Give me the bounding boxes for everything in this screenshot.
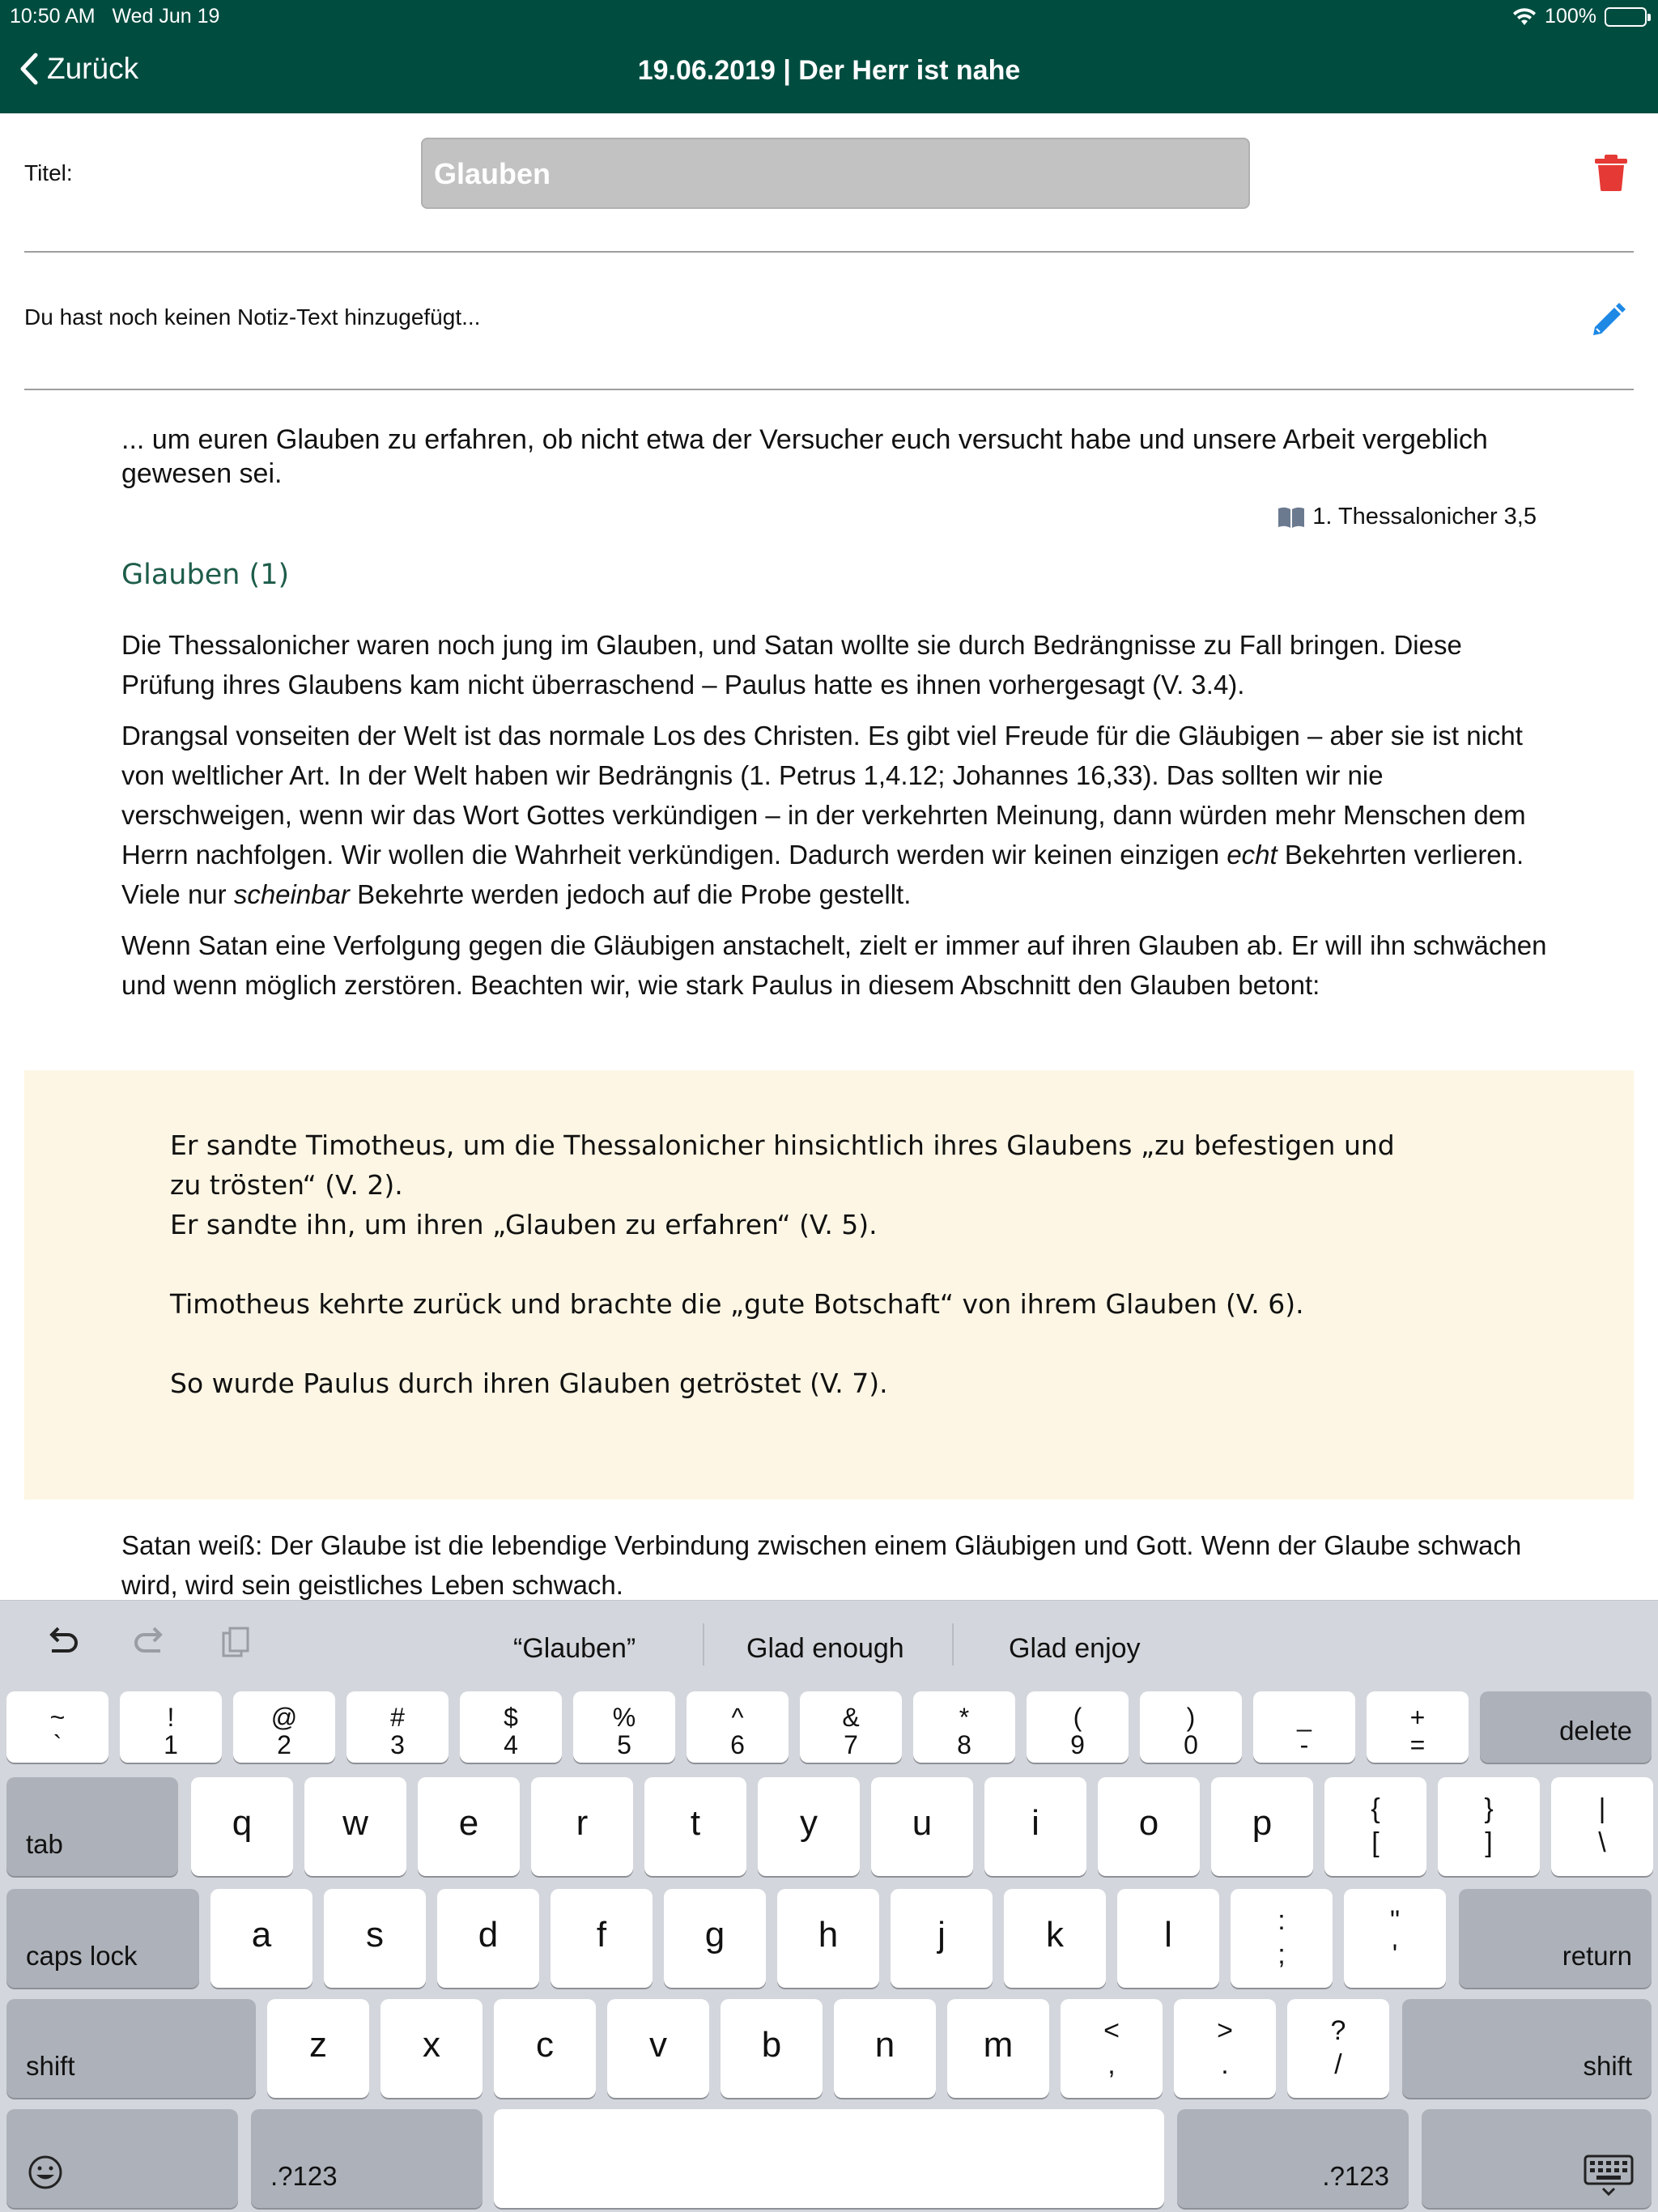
key-m[interactable]: m (947, 1999, 1049, 2098)
numbers-left-key[interactable]: .?123 (251, 2109, 483, 2208)
battery-icon (1605, 7, 1647, 27)
reference-label: 1. Thessalonicher 3,5 (1312, 504, 1537, 530)
back-label: Zurück (47, 52, 139, 85)
page-title: 19.06.2019 | Der Herr ist nahe (637, 55, 1021, 86)
paragraph: Die Thessalonicher waren noch jung im Glauben, und Satan wollte sie durch Bedrängnisse zu Fall bringen. Diese Prüfung ihres Glaubens kam nicht überraschend – Paulus hatte es ihnen vorhergesagt (V. 3.4). (121, 630, 1462, 700)
emoji-key[interactable] (6, 2109, 238, 2208)
status-bar (0, 0, 1658, 32)
key-0[interactable]: ~ ` (6, 1691, 108, 1763)
key-u[interactable]: u (871, 1777, 973, 1876)
redo-icon[interactable] (130, 1623, 170, 1664)
key-i[interactable]: i (984, 1777, 1086, 1876)
box-item: Er sandte ihn, um ihren „Glauben zu erfahren“ (V. 5). (170, 1209, 878, 1240)
divider (24, 389, 1634, 390)
suggestion-2[interactable]: Glad enough (746, 1633, 904, 1664)
key-o[interactable]: o (1098, 1777, 1200, 1876)
verse-reference[interactable] (1277, 504, 1537, 530)
key-1[interactable]: ! 1 (120, 1691, 222, 1763)
key-sym-q-0[interactable]: { [ (1324, 1777, 1426, 1876)
key-sym-a-1[interactable]: " ' (1344, 1889, 1446, 1988)
key-w[interactable]: w (304, 1777, 406, 1876)
key-c[interactable]: c (494, 1999, 596, 2098)
suggestion-bar (0, 1601, 1658, 1683)
shift-right-key[interactable]: shift (1402, 1999, 1652, 2098)
key-sym-q-1[interactable]: } ] (1438, 1777, 1540, 1876)
key-d[interactable]: d (437, 1889, 539, 1988)
paragraph: Satan weiß: Der Glaube ist die lebendige Verbindung zwischen einem Gläubigen und Gott. Wenn der Glaube schwach wird, wird sein geistliches Leben schwach. (121, 1530, 1522, 1600)
key-n[interactable]: n (834, 1999, 936, 2098)
delete-key[interactable]: delete (1480, 1691, 1652, 1763)
book-icon (1277, 506, 1306, 529)
key-8[interactable]: * 8 (913, 1691, 1015, 1763)
key-h[interactable]: h (777, 1889, 879, 1988)
return-key[interactable]: return (1459, 1889, 1652, 1988)
emphasis: scheinbar (233, 879, 350, 909)
suggestion-1[interactable]: “Glauben” (513, 1633, 636, 1664)
key-10[interactable]: ) 0 (1140, 1691, 1242, 1763)
key-6[interactable]: ^ 6 (687, 1691, 789, 1763)
key-r[interactable]: r (531, 1777, 633, 1876)
key-b[interactable]: b (721, 1999, 823, 2098)
tab-key[interactable]: tab (6, 1777, 178, 1876)
caps-lock-key[interactable]: caps lock (6, 1889, 199, 1988)
keyboard-dismiss-key[interactable] (1422, 2109, 1652, 2208)
numbers-right-key[interactable]: .?123 (1177, 2109, 1409, 2208)
key-sym-z-2[interactable]: ? / (1287, 1999, 1389, 2098)
box-item: Er sandte Timotheus, um die Thessalonicher hinsichtlich ihres Glaubens „zu befestigen und zu trösten“ (V. 2). (170, 1129, 1395, 1201)
key-j[interactable]: j (891, 1889, 993, 1988)
key-sym-q-2[interactable]: | \ (1551, 1777, 1653, 1876)
highlight-box (24, 1070, 1634, 1499)
note-text-placeholder[interactable]: Du hast noch keinen Notiz-Text hinzugefügt... (24, 304, 481, 330)
key-5[interactable]: % 5 (573, 1691, 675, 1763)
key-12[interactable]: + = (1367, 1691, 1469, 1763)
key-3[interactable]: # 3 (346, 1691, 449, 1763)
space-key[interactable] (494, 2109, 1164, 2208)
shift-left-key[interactable]: shift (6, 1999, 256, 2098)
title-input[interactable]: Glauben (421, 138, 1250, 209)
status-date: Wed Jun 19 (112, 5, 220, 28)
devotion-heading: Glauben (1) (121, 559, 290, 591)
key-2[interactable]: @ 2 (233, 1691, 335, 1763)
paragraph: Drangsal vonseiten der Welt ist das normale Los des Christen. Es gibt viel Freude für die Gläubigen – aber sie ist nicht von weltlicher Art. In der Welt haben wir Bedrängnis (1. Petrus 1,4.12; Johannes 16,33). Das sollten wir nie verschweigen, wenn wir das Wort Gottes verkündigen – in der verkehrten Meinung, dann würden mehr Menschen dem Herrn nachfolgen. Wir wollen die Wahrheit verkündigen. Dadurch werden wir keinen einzigen echt Bekehrten verlieren. Viele nur scheinbar Bekehrte werden jedoch auf die Probe gestellt. (121, 721, 1526, 909)
trash-icon[interactable] (1593, 154, 1629, 191)
divider (24, 251, 1634, 253)
key-v[interactable]: v (607, 1999, 709, 2098)
nav-bar (0, 0, 1658, 113)
key-a[interactable]: a (210, 1889, 312, 1988)
title-label: Titel: (24, 160, 73, 185)
battery-percent: 100% (1545, 5, 1596, 28)
emoji-icon (28, 2155, 63, 2190)
key-k[interactable]: k (1004, 1889, 1106, 1988)
key-g[interactable]: g (664, 1889, 766, 1988)
software-keyboard (0, 1600, 1658, 2212)
key-7[interactable]: & 7 (800, 1691, 902, 1763)
pencil-icon[interactable] (1588, 301, 1627, 340)
wifi-icon (1512, 7, 1537, 27)
key-t[interactable]: t (644, 1777, 746, 1876)
key-sym-a-0[interactable]: : ; (1231, 1889, 1333, 1988)
verse-text: ... um euren Glauben zu erfahren, ob nicht etwa der Versucher euch versucht habe und unsere Arbeit vergeblich gewesen sei. (121, 424, 1488, 489)
key-9[interactable]: ( 9 (1027, 1691, 1129, 1763)
key-q[interactable]: q (191, 1777, 293, 1876)
key-e[interactable]: e (418, 1777, 520, 1876)
box-item: So wurde Paulus durch ihren Glauben getröstet (V. 7). (170, 1368, 888, 1399)
paste-icon[interactable] (217, 1623, 257, 1664)
keyboard-dismiss-icon (1584, 2155, 1634, 2197)
key-sym-z-0[interactable]: < , (1061, 1999, 1163, 2098)
key-x[interactable]: x (380, 1999, 483, 2098)
box-item: Timotheus kehrte zurück und brachte die „gute Botschaft“ von ihrem Glauben (V. 6). (170, 1288, 1304, 1320)
key-11[interactable]: _ - (1253, 1691, 1355, 1763)
suggestion-3[interactable]: Glad enjoy (1009, 1633, 1141, 1664)
paragraph: Wenn Satan eine Verfolgung gegen die Gläubigen anstachelt, zielt er immer auf ihren Glauben ab. Er will ihn schwächen und wenn möglich zerstören. Beachten wir, wie stark Paulus in diesem Abschnitt den Glauben betont: (121, 930, 1547, 1000)
key-s[interactable]: s (324, 1889, 426, 1988)
key-l[interactable]: l (1117, 1889, 1219, 1988)
key-p[interactable]: p (1211, 1777, 1313, 1876)
key-z[interactable]: z (267, 1999, 369, 2098)
undo-icon[interactable] (42, 1623, 83, 1664)
emphasis: echt (1226, 840, 1278, 870)
key-sym-z-1[interactable]: > . (1174, 1999, 1276, 2098)
key-y[interactable]: y (758, 1777, 860, 1876)
key-f[interactable]: f (551, 1889, 653, 1988)
status-time: 10:50 AM (10, 5, 96, 28)
key-4[interactable]: $ 4 (460, 1691, 562, 1763)
